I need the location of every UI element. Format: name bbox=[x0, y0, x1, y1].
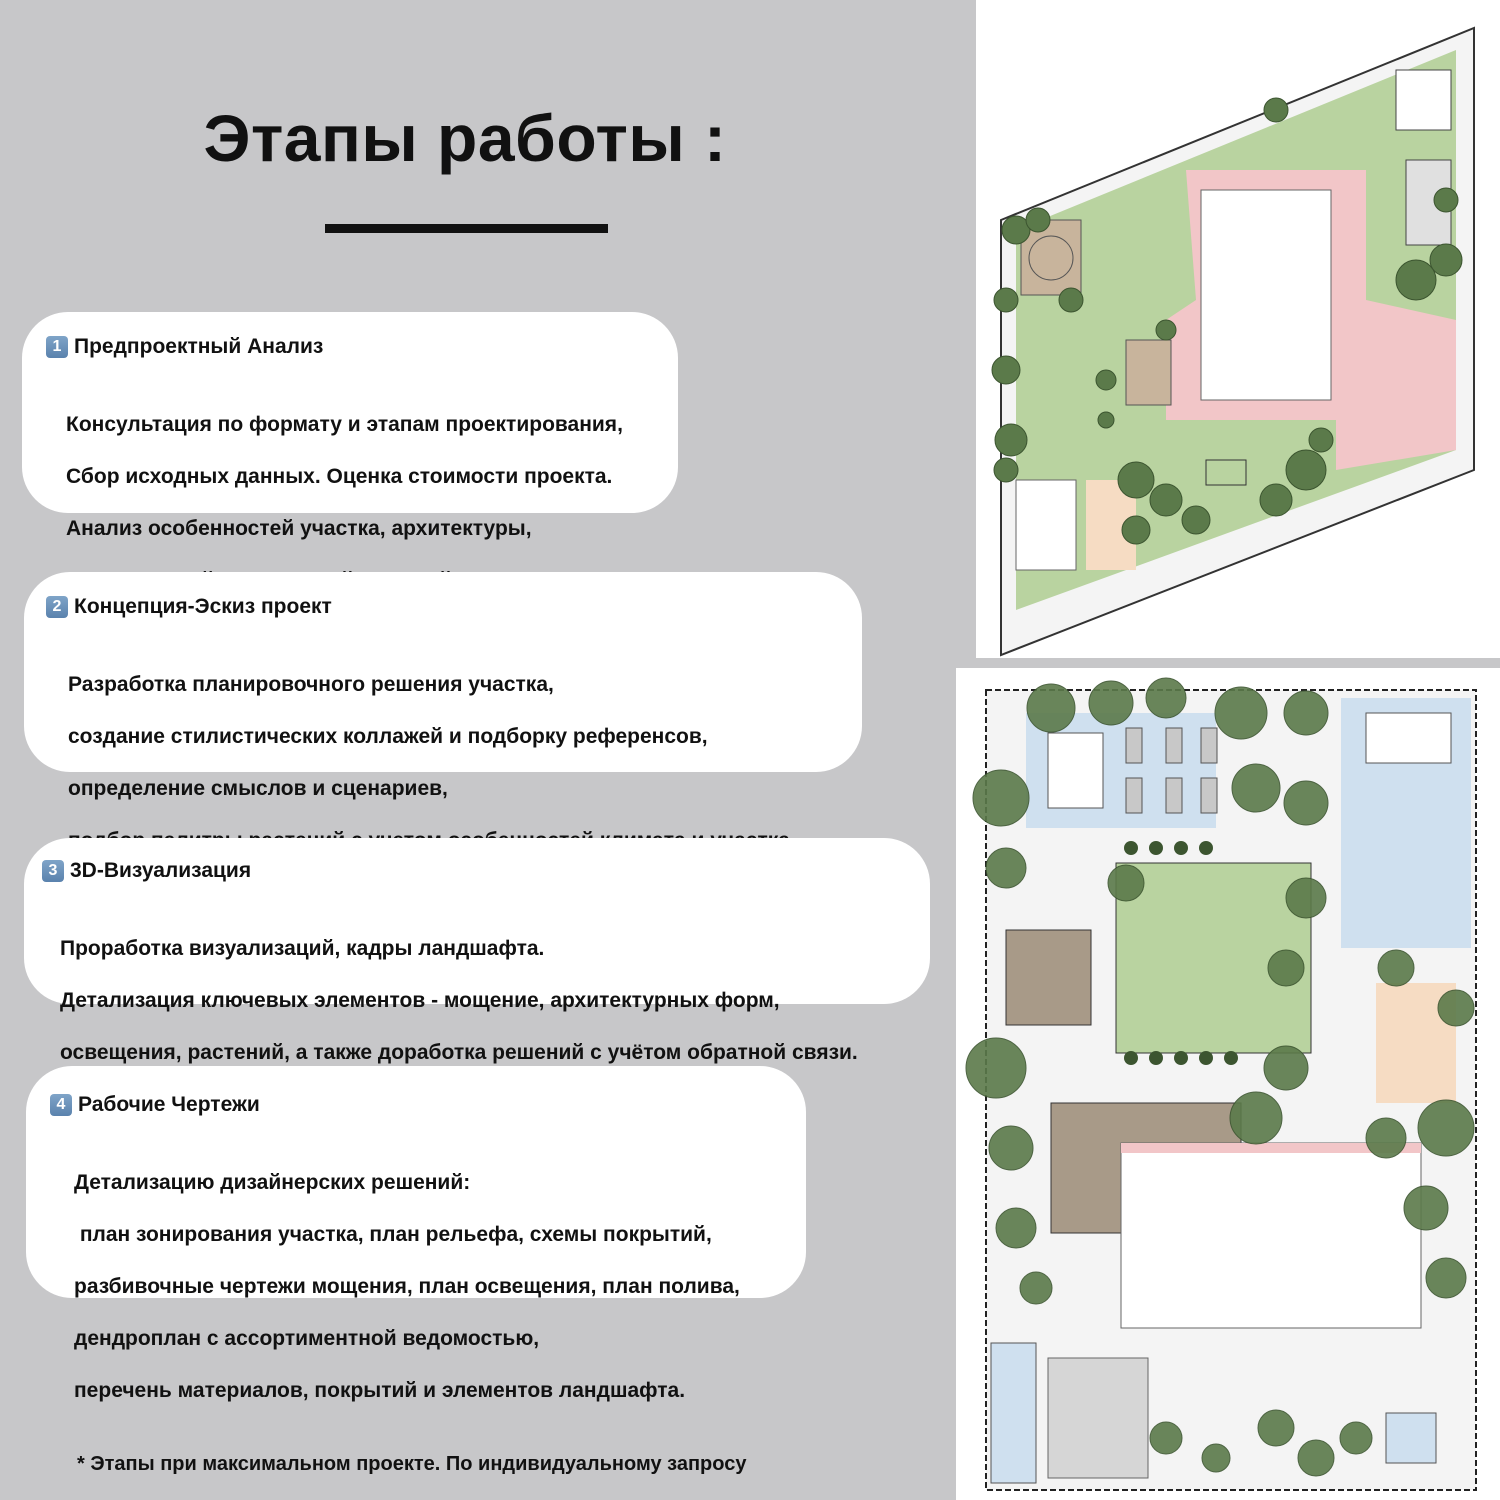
stage-heading: Предпроектный Анализ bbox=[74, 335, 324, 358]
number-4-icon: 4 bbox=[50, 1094, 72, 1116]
stage-line: Консультация по формату и этапам проектирования, bbox=[66, 413, 623, 436]
stage-heading: Рабочие Чертежи bbox=[78, 1093, 260, 1116]
footnote: * Этапы при максимальном проекте. По индивидуальному запросу bbox=[77, 1453, 747, 1475]
stage-description bbox=[74, 1144, 782, 1430]
stage-card-2 bbox=[24, 572, 862, 800]
site-plan-image-1 bbox=[976, 0, 1500, 658]
title-underline bbox=[325, 224, 608, 233]
number-3-icon: 3 bbox=[42, 860, 64, 882]
stage-line: Сбор исходных данных. Оценка стоимости проекта. bbox=[66, 465, 613, 488]
site-plan-image-2 bbox=[956, 668, 1500, 1500]
number-1-icon: 1 bbox=[46, 336, 68, 358]
stage-line: определение смыслов и сценариев, bbox=[68, 777, 448, 800]
stage-line: освещения, растений, а также доработка решений с учётом обратной связи. bbox=[60, 1041, 858, 1064]
stage-line: перечень материалов, покрытий и элементов ландшафта. bbox=[74, 1379, 686, 1402]
stage-line: Детализацию дизайнерских решений: bbox=[74, 1171, 471, 1194]
site-plan-drawing-1 bbox=[976, 0, 1500, 658]
stage-heading: 3D-Визуализация bbox=[70, 859, 252, 882]
stage-card-1 bbox=[22, 312, 678, 540]
page-title: Этапы работы : bbox=[203, 101, 727, 175]
stage-card-3 bbox=[24, 838, 930, 1064]
stage-line: Разработка планировочного решения участка, bbox=[68, 673, 554, 696]
stage-line: дендроплан с ассортиментной ведомостью, bbox=[74, 1327, 540, 1350]
number-2-icon: 2 bbox=[46, 596, 68, 618]
stage-card-4 bbox=[26, 1066, 806, 1402]
stage-line: план зонирования участка, план рельефа, схемы покрытий, bbox=[74, 1223, 712, 1246]
stage-line: разбивочные чертежи мощения, план освещения, план полива, bbox=[74, 1275, 740, 1298]
stage-line: Детализация ключевых элементов - мощение, архитектурных форм, bbox=[60, 989, 780, 1012]
site-plan-drawing-2 bbox=[956, 668, 1500, 1500]
stage-line: Проработка визуализаций, кадры ландшафта. bbox=[60, 937, 545, 960]
stage-description bbox=[60, 910, 910, 1092]
stage-heading: Концепция-Эскиз проект bbox=[74, 595, 332, 618]
stage-line: создание стилистических коллажей и подборку референсов, bbox=[68, 725, 708, 748]
stage-line: Анализ особенностей участка, архитектуры, bbox=[66, 517, 532, 540]
